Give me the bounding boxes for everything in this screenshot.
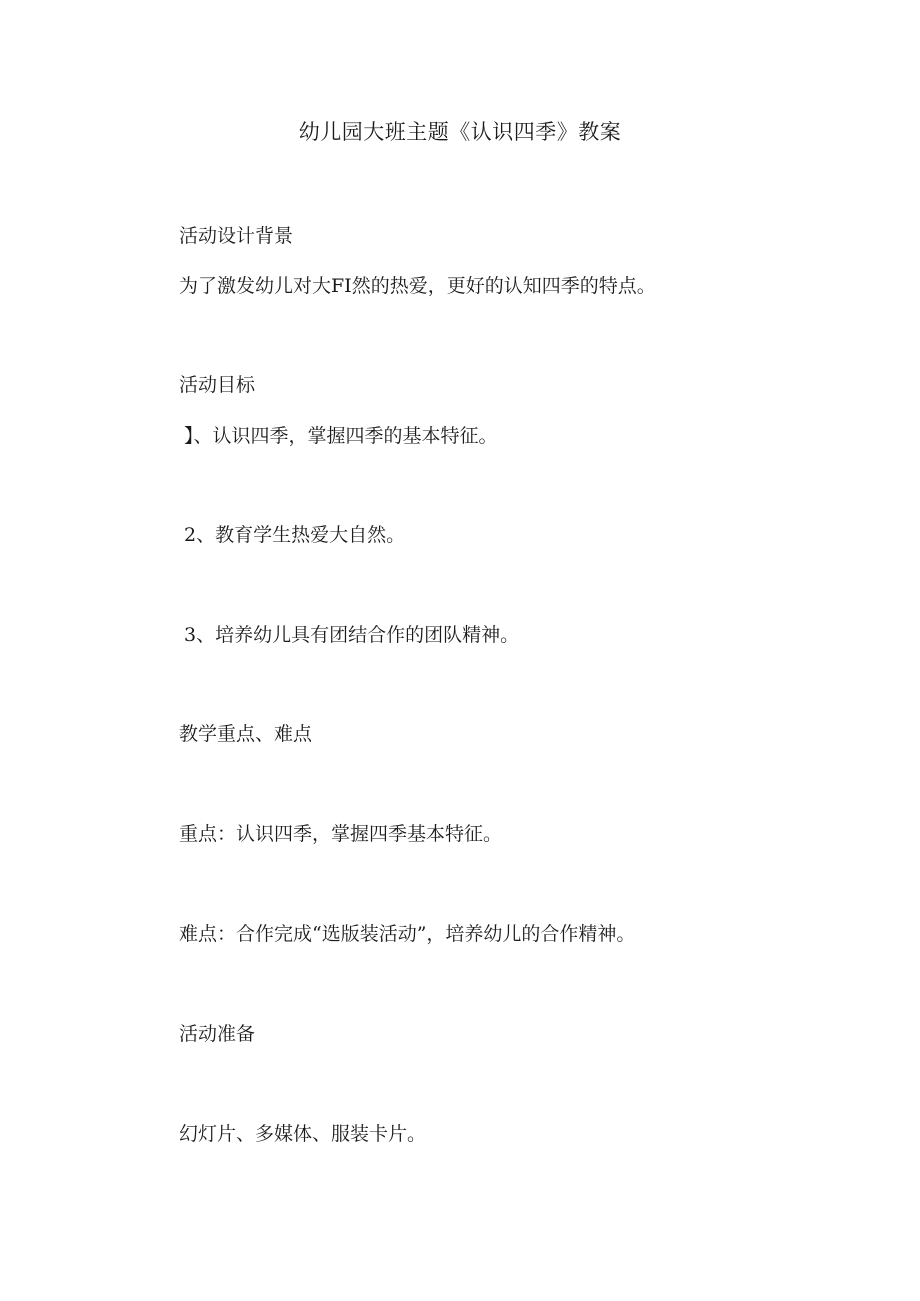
section-heading-key-points: 教学重点、难点	[179, 723, 313, 745]
section-heading-goals: 活动目标	[179, 374, 256, 396]
section-heading-preparation: 活动准备	[179, 1023, 256, 1045]
goal-item-3: 3、培养幼儿具有团结合作的团队精神。	[184, 624, 520, 646]
section-heading-background: 活动设计背景	[179, 225, 294, 247]
document-title: 幼儿园大班主题《认识四季》教案	[298, 120, 622, 144]
goal-item-1: 】、认识四季，掌握四季的基本特征。	[184, 425, 498, 447]
key-point-focus: 重点：认识四季，掌握四季基本特征。	[179, 823, 503, 845]
background-text: 为了激发幼儿对大FI然的热爱，更好的认知四季的特点。	[179, 275, 656, 297]
key-point-difficulty: 难点：合作完成“选版装活动”，培养幼儿的合作精神。	[179, 923, 636, 945]
goal-item-2: 2、教育学生热爱大自然。	[184, 524, 406, 546]
preparation-text: 幻灯片、多媒体、服装卡片。	[179, 1123, 427, 1145]
